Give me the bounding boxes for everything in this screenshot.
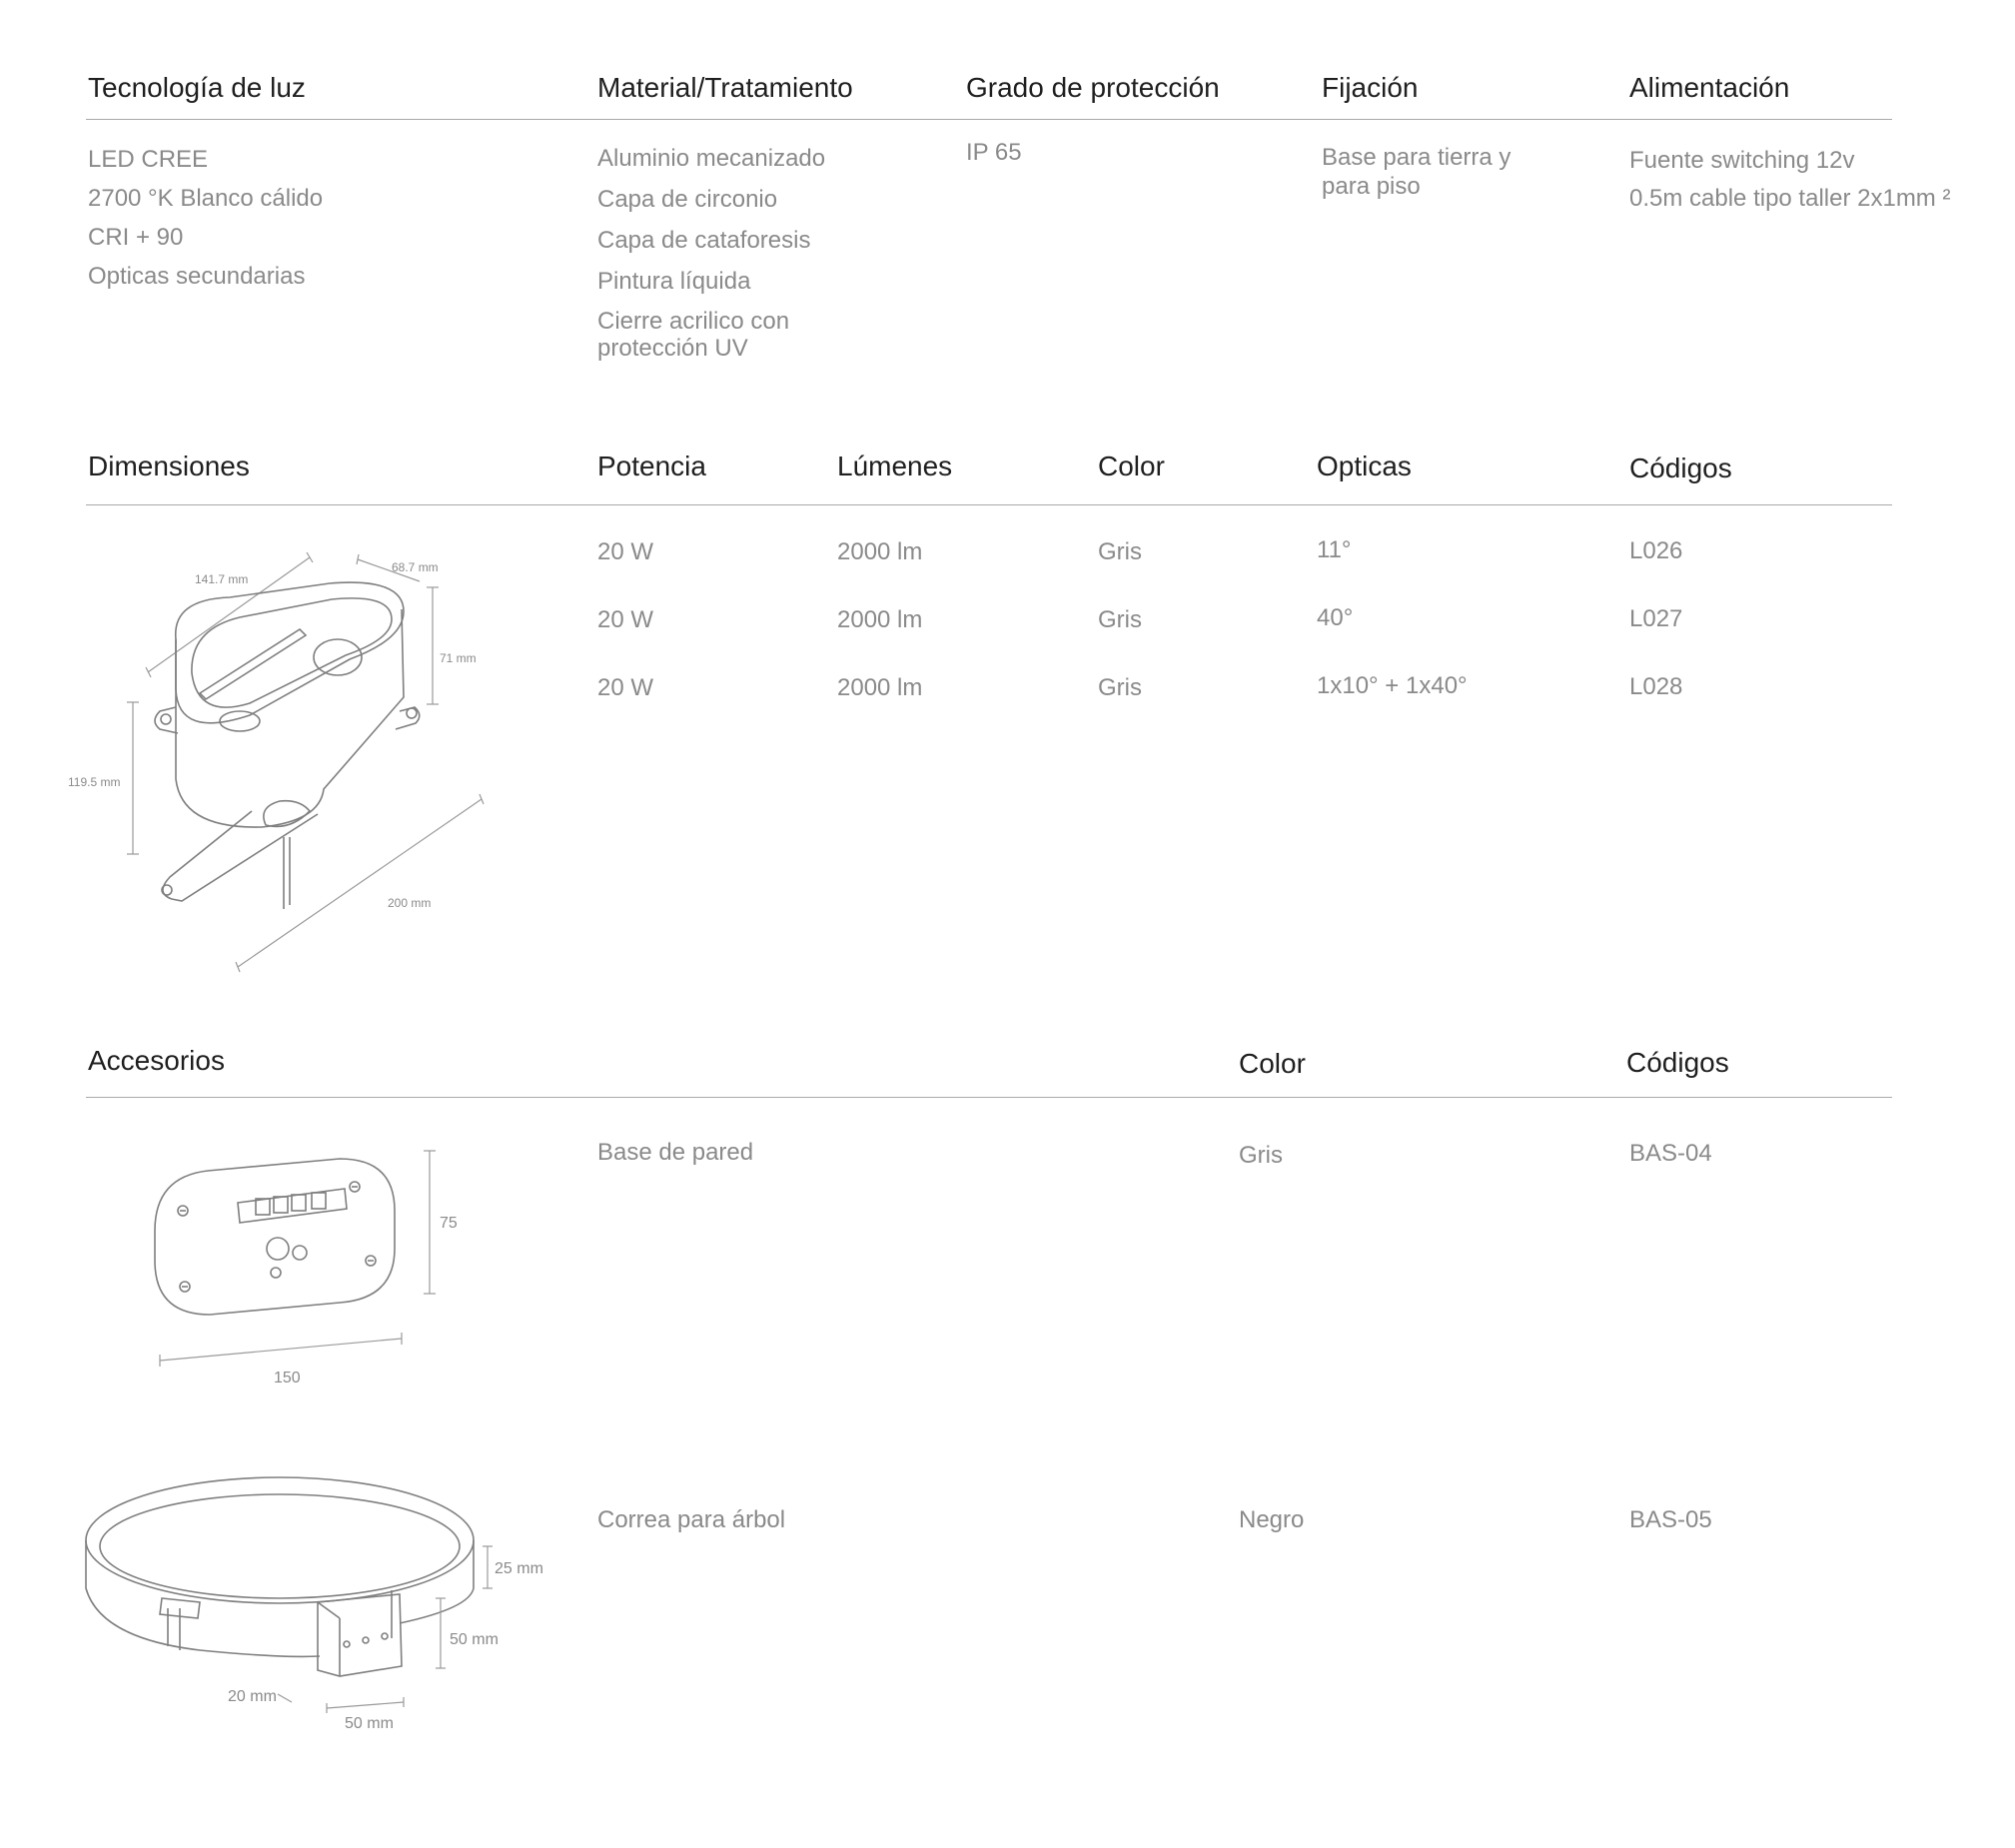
accessory-codigo: BAS-05 (1629, 1506, 1712, 1533)
alimentacion-item: 0.5m cable tipo taller 2x1mm ² (1629, 185, 1951, 212)
strap-label-width: 25 mm (495, 1560, 543, 1577)
header-opticas: Opticas (1317, 451, 1412, 481)
header-codigos: Códigos (1629, 453, 1732, 483)
header-accesorios: Accesorios (88, 1045, 225, 1076)
row-potencia: 20 W (597, 538, 654, 565)
header-acc-color: Color (1239, 1048, 1306, 1079)
row-potencia: 20 W (597, 674, 654, 701)
header-alimentacion: Alimentación (1629, 72, 1790, 103)
header-fijacion: Fijación (1322, 72, 1419, 103)
tecnologia-item: LED CREE (88, 146, 209, 173)
row-codigo: L027 (1629, 605, 1683, 632)
fijacion-value: Base para tierra y para piso (1322, 144, 1511, 200)
row-opticas: 1x10° + 1x40° (1317, 672, 1468, 699)
strap-label-buckle: 20 mm (228, 1688, 277, 1705)
row-lumenes: 2000 lm (837, 538, 923, 565)
row-lumenes: 2000 lm (837, 674, 923, 701)
material-item: Capa de circonio (597, 186, 778, 213)
header-tecnologia: Tecnología de luz (88, 72, 306, 103)
alimentacion-list (1629, 142, 1950, 218)
dim-label-total-height: 119.5 mm (68, 775, 121, 789)
tecnologia-item: Opticas secundarias (88, 263, 306, 290)
row-lumenes: 2000 lm (837, 606, 923, 633)
tree-strap-drawing (0, 0, 559, 1848)
strap-label-clip-width: 50 mm (345, 1715, 394, 1732)
base-label-height: 75 (440, 1215, 458, 1232)
header-dimensiones: Dimensiones (88, 451, 250, 481)
row-codigo: L026 (1629, 537, 1683, 564)
header-potencia: Potencia (597, 451, 706, 481)
header-color: Color (1098, 451, 1165, 481)
accessory-name: Correa para árbol (597, 1506, 786, 1533)
accessory-color: Gris (1239, 1142, 1283, 1169)
header-grado: Grado de protección (966, 72, 1220, 103)
tecnologia-item: CRI + 90 (88, 224, 184, 251)
row-potencia: 20 W (597, 606, 654, 633)
accessory-name: Base de pared (597, 1139, 754, 1166)
strap-label-clip-height: 50 mm (450, 1631, 499, 1648)
grado-value: IP 65 (966, 139, 1022, 166)
row-color: Gris (1098, 538, 1142, 565)
row-color: Gris (1098, 674, 1142, 701)
dim-label-height: 71 mm (440, 651, 477, 665)
dim-label-width: 68.7 mm (392, 560, 439, 574)
row-codigo: L028 (1629, 673, 1683, 700)
accessory-codigo: BAS-04 (1629, 1140, 1712, 1167)
material-list (597, 138, 825, 362)
dim-label-stake: 200 mm (388, 896, 432, 910)
row-opticas: 40° (1317, 604, 1354, 631)
row-color: Gris (1098, 606, 1142, 633)
material-item: Capa de cataforesis (597, 227, 811, 254)
header-acc-codigos: Códigos (1626, 1047, 1729, 1078)
base-label-width: 150 (274, 1370, 301, 1386)
row-opticas: 11° (1317, 536, 1352, 563)
material-item: Pintura líquida (597, 268, 751, 295)
header-lumenes: Lúmenes (837, 451, 953, 481)
material-item: Cierre acrilico con protección UV (597, 308, 790, 362)
tecnologia-item: 2700 °K Blanco cálido (88, 185, 324, 212)
accessory-color: Negro (1239, 1506, 1305, 1533)
alimentacion-item: Fuente switching 12v (1629, 147, 1855, 174)
dim-label-length: 141.7 mm (195, 572, 249, 586)
material-item: Aluminio mecanizado (597, 145, 826, 172)
header-material: Material/Tratamiento (597, 72, 853, 103)
